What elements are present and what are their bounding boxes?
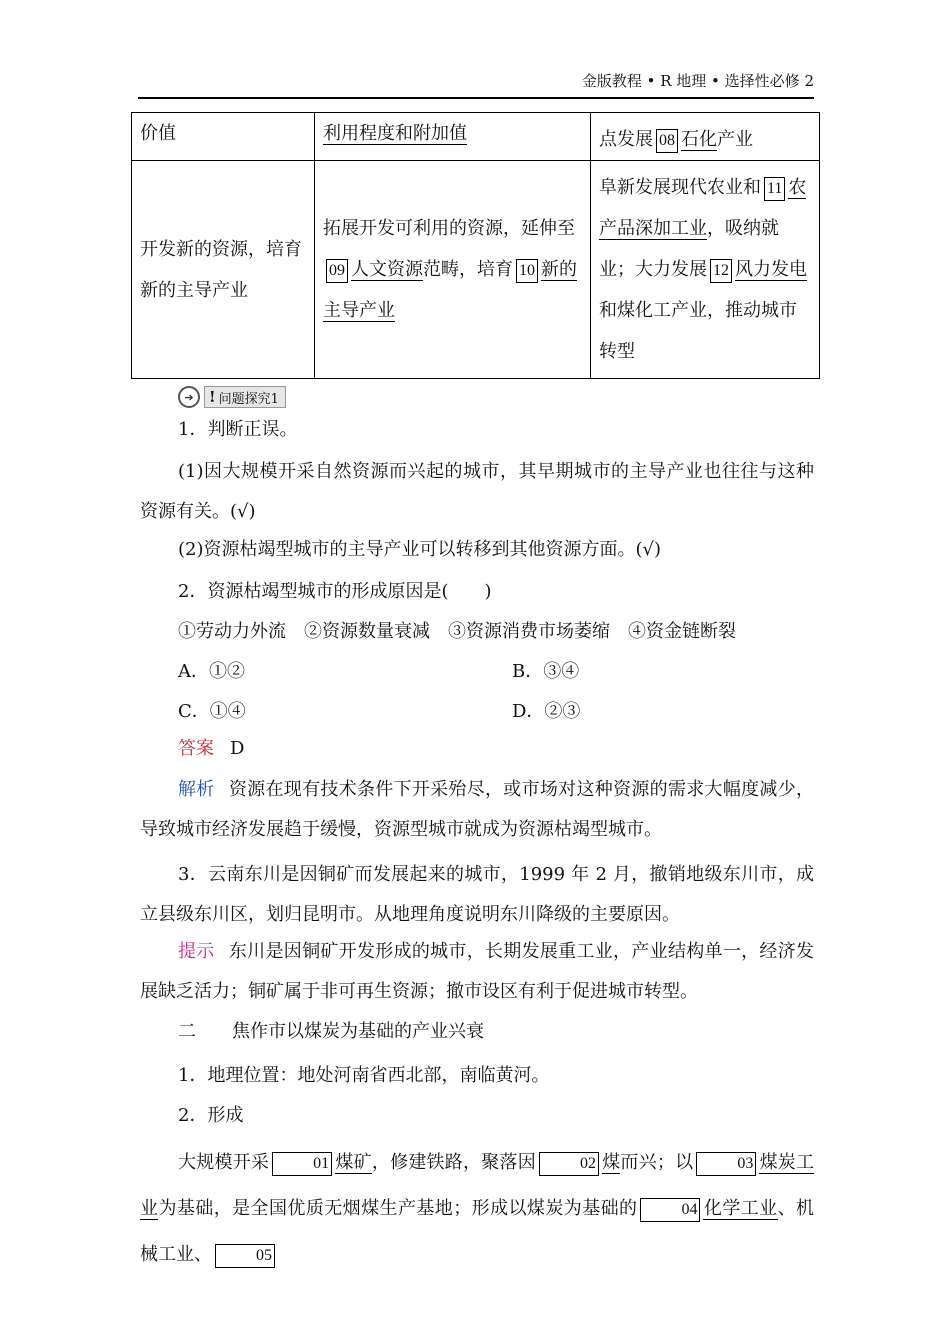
blank-number-box: 09 <box>326 259 348 283</box>
q3-hint <box>140 932 814 1012</box>
answer-text: 煤矿 <box>335 1152 372 1173</box>
section-item-location: 1．地理位置：地处河南省西北部，南临黄河。 <box>178 1065 550 1086</box>
table-cell <box>315 161 591 379</box>
q2-options: ①劳动力外流 ②资源数量衰减 ③资源消费市场萎缩 ④资金链断裂 <box>178 621 736 642</box>
hint-label: 提示 <box>178 941 215 962</box>
blank-number-box: 01 <box>272 1152 332 1176</box>
formation-paragraph <box>140 1140 814 1278</box>
cell-text: 价值 <box>140 123 176 144</box>
blank-number-box: 03 <box>696 1152 756 1176</box>
answer-value: D <box>230 738 245 759</box>
answer-text: 人文资源 <box>351 259 423 280</box>
blank-number-box: 08 <box>656 129 678 153</box>
cell-text: 利用程度和附加值 <box>323 123 467 144</box>
answer-text: 风力发电 <box>735 259 807 280</box>
para-text: 、机械工业、 <box>140 1198 815 1265</box>
resource-city-table <box>131 112 820 379</box>
answer-label: 答案 <box>178 738 214 759</box>
answer-text: 化学工业 <box>703 1198 778 1219</box>
q2-option-b: B．③④ <box>512 661 580 682</box>
blank-number-box: 02 <box>539 1152 599 1176</box>
section-heading: 二 焦作市以煤炭为基础的产业兴衰 <box>178 1021 484 1042</box>
page-header <box>138 70 814 99</box>
table-cell <box>591 113 820 161</box>
tag-label: 问题探究1 <box>218 391 279 407</box>
analysis-label: 解析 <box>178 779 215 800</box>
q2-option-a: A．①② <box>178 661 245 682</box>
q2-analysis <box>140 770 814 850</box>
q2-title: 2．资源枯竭型城市的形成原因是( ) <box>178 581 492 602</box>
q2-option-c: C．①④ <box>178 701 246 722</box>
answer-text: 农产品深加工业 <box>599 177 807 239</box>
para-text: 大规模开采 <box>178 1152 270 1173</box>
q3-question: 3．云南东川是因铜矿而发展起来的城市，1999 年 2 月，撤销地级东川市，成立县级东川区，划归昆明市。从地理角度说明东川降级的主要原因。 <box>140 864 814 925</box>
cell-text: 范畴，培育 <box>423 259 513 280</box>
para-text: ，修建铁路，聚落因 <box>371 1152 536 1173</box>
blank-number-box: 05 <box>215 1244 275 1268</box>
q1-item2: (2)资源枯竭型城市的主导产业可以转移到其他资源方面。(√) <box>178 539 662 560</box>
blank-number-box: 04 <box>640 1198 700 1222</box>
q2-answer <box>178 736 244 762</box>
q2-option-d: D．②③ <box>512 701 581 722</box>
q1-title: 1．判断正误。 <box>178 419 298 440</box>
exclamation-icon: ! <box>209 388 216 406</box>
tag-bar <box>204 386 286 408</box>
cell-text: 产业 <box>717 129 753 150</box>
arrow-right-icon: ➔ <box>178 386 200 408</box>
analysis-text: 资源在现有技术条件下开采殆尽，或市场对这种资源的需求大幅度减少，导致城市经济发展趋于缓慢，资源型城市就成为资源枯竭型城市。 <box>140 779 815 840</box>
table-cell <box>132 113 315 161</box>
hint-text: 东川是因铜矿开发形成的城市，长期发展重工业，产业结构单一，经济发展缺乏活力；铜矿属于非可再生资源；撤市设区有利于促进城市转型。 <box>140 941 815 1002</box>
header-title: 金版教程 • R 地理 • 选择性必修 2 <box>581 72 814 90</box>
answer-text: 煤 <box>601 1152 621 1173</box>
answer-text: 煤炭工业 <box>140 1152 815 1219</box>
para-text: 而兴；以 <box>620 1152 694 1173</box>
cell-text: 拓展开发可利用的资源，延伸至 <box>323 218 575 239</box>
cell-text: 阜新发展现代农业和 <box>599 177 761 198</box>
cell-text: 点发展 <box>599 129 653 150</box>
section-item-formation: 2．形成 <box>178 1105 244 1126</box>
answer-text: 石化 <box>681 129 717 150</box>
blank-number-box: 11 <box>764 177 785 201</box>
blank-number-box: 12 <box>710 259 732 283</box>
cell-text: 和煤化工产业，推动城市转型 <box>599 300 797 362</box>
answer-text: 新的主导产业 <box>323 259 577 321</box>
problem-explore-tag <box>178 386 286 408</box>
table-cell <box>315 113 591 161</box>
table-row <box>132 113 820 161</box>
para-text: 为基础，是全国优质无烟煤生产基地；形成以煤炭为基础的 <box>158 1198 638 1219</box>
table-cell <box>132 161 315 379</box>
q1-item1: (1)因大规模开采自然资源而兴起的城市，其早期城市的主导产业也往往与这种资源有关。(√) <box>140 461 814 522</box>
table-row <box>132 161 820 379</box>
cell-text: 开发新的资源，培育新的主导产业 <box>140 238 302 301</box>
blank-number-box: 10 <box>516 259 538 283</box>
cell-text: ，吸纳就业；大力发展 <box>599 218 779 280</box>
table-cell <box>591 161 820 379</box>
